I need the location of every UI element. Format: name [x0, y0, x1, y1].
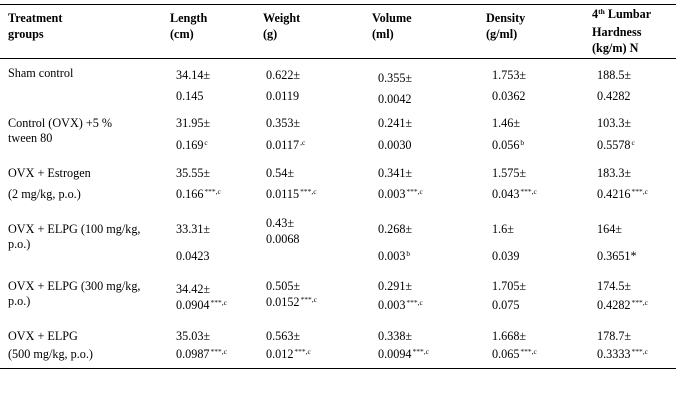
cell-hardness-mean: 188.5±: [597, 68, 632, 82]
table-header-rule: [0, 58, 676, 59]
header-weight-unit: (g): [263, 27, 278, 41]
cell-length-se: 0.169$^c$: [176, 137, 208, 152]
cell-density-mean: 1.46±: [492, 116, 521, 130]
cell-hardness-mean: 103.3±: [597, 116, 632, 130]
cell-hardness-se: $0.4282^{***,c}$: [597, 297, 648, 312]
cell-volume-mean: 0.268±: [378, 222, 413, 236]
row-group-sublabel: (2 mg/kg, p.o.): [8, 187, 81, 201]
cell-hardness-se: $0.3333^{***,c}$: [597, 346, 648, 361]
cell-density-se: $0.043^{***,c}$: [492, 186, 537, 201]
cell-weight-se: $0.0117^{,c}$: [266, 137, 306, 152]
cell-weight-mean: 0.43±: [266, 216, 295, 230]
cell-weight-se: 0.0119: [266, 89, 300, 103]
cell-length-mean: 31.95±: [176, 116, 211, 130]
cell-weight-se: $0.012^{***,c}$: [266, 346, 311, 361]
cell-length-mean: 35.03±: [176, 329, 211, 343]
header-hardness: [592, 6, 651, 56]
cell-volume-se: 0.0042: [378, 92, 412, 106]
cell-length-mean: 34.14±: [176, 68, 211, 82]
header-length: [170, 10, 207, 42]
cell-length-mean: 34.42±: [176, 282, 211, 296]
cell-volume-se: $0.003^{***,c}$: [378, 186, 423, 201]
header-treatment-line2: groups: [8, 27, 44, 41]
header-treatment-line1: Treatment: [8, 11, 63, 25]
row-group-sublabel: (500 mg/kg, p.o.): [8, 347, 93, 361]
cell-length-se: $0.0987^{***,c}$: [176, 346, 227, 361]
header-density: [486, 10, 525, 42]
cell-volume-se: 0.003$^b$: [378, 248, 411, 263]
cell-weight-mean: 0.505±: [266, 279, 301, 293]
cell-density-se: 0.056$^b$: [492, 137, 525, 152]
row-group-label: OVX + ELPG: [8, 329, 78, 343]
cell-volume-se: 0.0030: [378, 138, 412, 152]
cell-hardness-mean: 178.7±: [597, 329, 632, 343]
row-group-label: OVX + ELPG (100 mg/kg, p.o.): [8, 222, 141, 251]
cell-weight-mean: 0.54±: [266, 166, 295, 180]
header-weight-line1: Weight: [263, 11, 301, 25]
cell-density-mean: 1.575±: [492, 166, 527, 180]
header-volume-unit: (ml): [372, 27, 394, 41]
cell-volume-mean: 0.338±: [378, 329, 413, 343]
header-density-line1: Density: [486, 11, 526, 25]
cell-length-se: $0.166^{***,c}$: [176, 186, 221, 201]
row-group-label: OVX + Estrogen: [8, 166, 91, 180]
cell-length-se: 0.0423: [176, 249, 210, 263]
cell-weight-se: 0.0068: [266, 232, 300, 246]
cell-weight-mean: 0.563±: [266, 329, 301, 343]
header-volume: [372, 10, 412, 42]
cell-length-se: 0.145: [176, 89, 204, 103]
header-treatment-groups: [8, 10, 62, 42]
cell-hardness-mean: 183.3±: [597, 166, 632, 180]
cell-hardness-se: 0.5578$^c$: [597, 137, 635, 152]
row-group-label: Control (OVX) +5 % tween 80: [8, 116, 113, 145]
cell-weight-se: $0.0115^{***,c}$: [266, 186, 317, 201]
cell-weight-mean: 0.353±: [266, 116, 301, 130]
cell-density-se: $0.065^{***,c}$: [492, 346, 537, 361]
cell-density-mean: 1.705±: [492, 279, 527, 293]
cell-volume-mean: 0.241±: [378, 116, 413, 130]
cell-density-se: 0.075: [492, 298, 520, 312]
cell-density-mean: 1.668±: [492, 329, 527, 343]
cell-density-mean: 1.753±: [492, 68, 527, 82]
cell-density-se: 0.0362: [492, 89, 526, 103]
cell-hardness-mean: 164±: [597, 222, 622, 236]
cell-volume-se: $0.0094^{***,c}$: [378, 346, 429, 361]
header-length-unit: (cm): [170, 27, 194, 41]
cell-weight-se: $0.0152^{***,c}$: [266, 294, 317, 309]
cell-hardness-mean: 174.5±: [597, 279, 632, 293]
cell-length-se: $0.0904^{***,c}$: [176, 297, 227, 312]
row-group-label: OVX + ELPG (300 mg/kg, p.o.): [8, 279, 141, 308]
row-group-label: Sham control: [8, 66, 74, 80]
cell-hardness-se: $0.4216^{***,c}$: [597, 186, 648, 201]
cell-density-mean: 1.6±: [492, 222, 514, 236]
cell-hardness-se: 0.4282: [597, 89, 631, 103]
cell-density-se: 0.039: [492, 249, 520, 263]
header-hardness-line3: (kg/m) N: [592, 41, 639, 55]
header-volume-line1: Volume: [372, 11, 412, 25]
table-top-rule: [0, 4, 676, 5]
cell-volume-mean: 0.355±: [378, 71, 413, 85]
header-weight: [263, 10, 300, 42]
cell-length-mean: 35.55±: [176, 166, 211, 180]
header-hardness-line2: Hardness: [592, 25, 642, 39]
cell-hardness-se: 0.3651*: [597, 249, 637, 263]
cell-volume-mean: 0.341±: [378, 166, 413, 180]
cell-volume-se: $0.003^{***,c}$: [378, 297, 423, 312]
cell-volume-mean: 0.291±: [378, 279, 413, 293]
header-length-line1: Length: [170, 11, 208, 25]
table-bottom-rule: [0, 368, 676, 369]
header-density-unit: (g/ml): [486, 27, 518, 41]
header-hardness-line1: 4th Lumbar: [592, 6, 652, 21]
cell-length-mean: 33.31±: [176, 222, 211, 236]
cell-weight-mean: 0.622±: [266, 68, 301, 82]
